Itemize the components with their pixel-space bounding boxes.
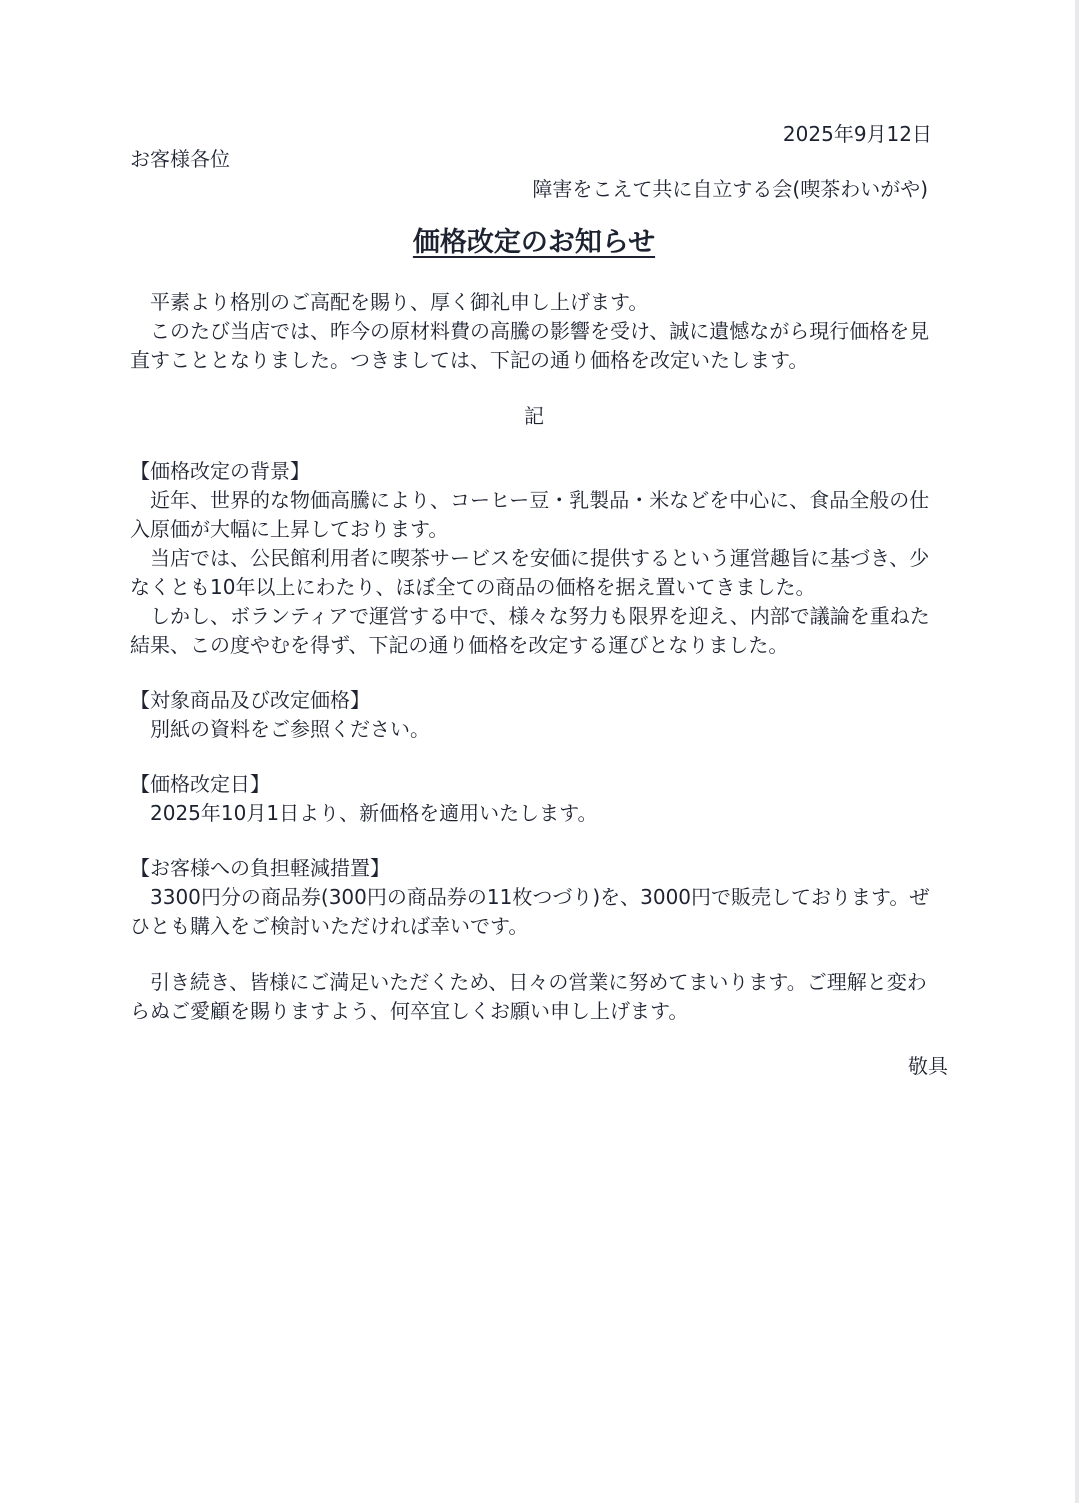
intro-block [130,288,938,375]
document-page [130,120,948,1081]
ki-marker: 記 [524,404,544,428]
section-paragraph: 近年、世界的な物価高騰により、コーヒー豆・乳製品・米などを中心に、食品全般の仕入原価が大幅に上昇しております。 [130,488,930,541]
closing-block [130,968,938,1026]
document-date: 2025年9月12日 [782,122,932,146]
intro-paragraph: このたび当店では、昨今の原材料費の高騰の影響を受け、誠に遺憾ながら現行価格を見直すこととなりました。つきましては、下記の通り価格を改定いたします。 [130,319,930,372]
section-heading: 【価格改定日】 [130,772,270,796]
section-heading: 【価格改定の背景】 [130,459,310,483]
section-background [130,457,938,660]
sender: 障害をこえて共に自立する会(喫茶わいがや) [532,177,928,201]
addressee: お客様各位 [130,147,230,171]
closing-paragraph: 引き続き、皆様にご満足いただくため、日々の営業に努めてまいります。ご理解と変わらぬご愛顧を賜りますよう、何卒宜しくお願い申し上げます。 [130,970,927,1023]
section-heading: 【お客様への負担軽減措置】 [130,856,390,880]
section-target-products [130,686,938,744]
section-paragraph: 別紙の資料をご参照ください。 [150,717,430,741]
section-relief-measures [130,854,938,941]
section-paragraph: 3300円分の商品券(300円の商品券の11枚つづり)を、3000円で販売しております。ぜひとも購入をご検討いただければ幸いです。 [130,885,930,938]
page-edge [1075,0,1079,1503]
intro-paragraph: 平素より格別のご高配を賜り、厚く御礼申し上げます。 [150,290,649,314]
section-paragraph: しかし、ボランティアで運営する中で、様々な努力も限界を迎え、内部で議論を重ねた結果、この度やむを得ず、下記の通り価格を改定する運びとなりました。 [130,604,930,657]
section-paragraph: 当店では、公民館利用者に喫茶サービスを安価に提供するという運営趣旨に基づき、少なくとも10年以上にわたり、ほぼ全ての商品の価格を据え置いてきました。 [130,546,930,599]
keigu-signoff: 敬具 [908,1054,948,1078]
section-revision-date [130,770,938,828]
section-heading: 【対象商品及び改定価格】 [130,688,370,712]
document-title: 価格改定のお知らせ [412,227,656,258]
section-paragraph: 2025年10月1日より、新価格を適用いたします。 [150,801,598,825]
